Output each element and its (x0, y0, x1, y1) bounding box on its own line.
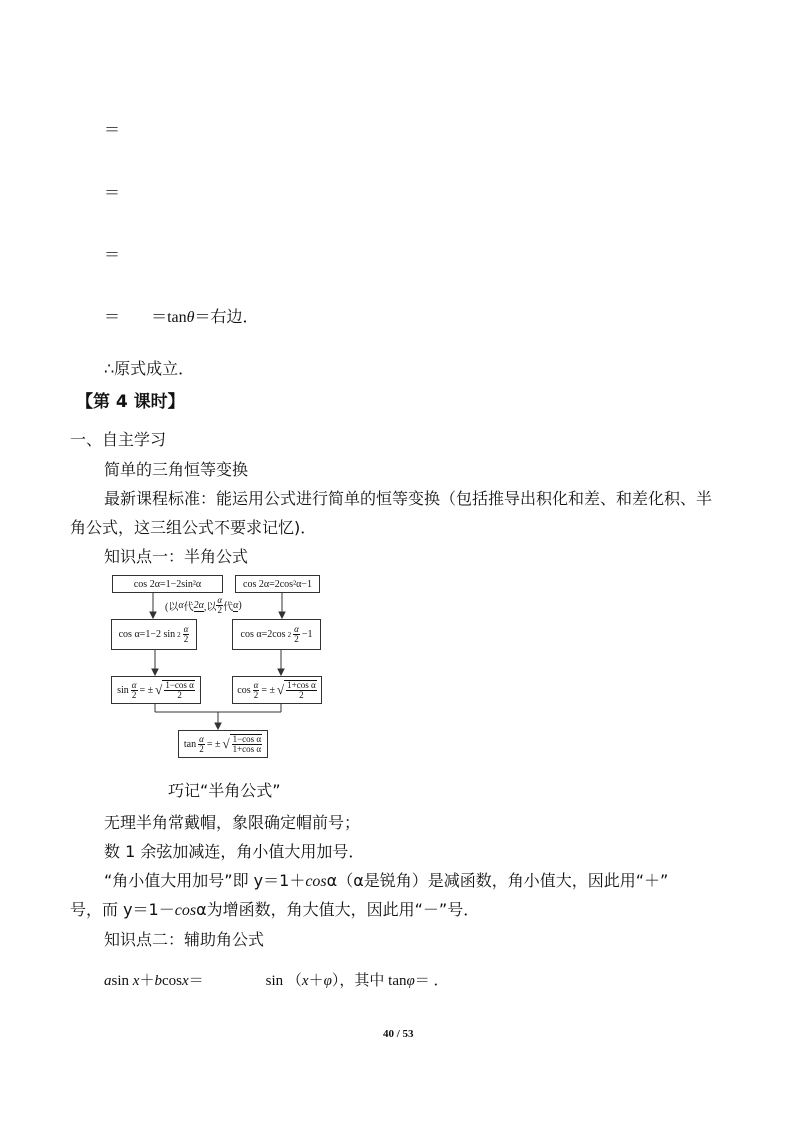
formula-text: = ± (139, 684, 154, 696)
substitution-note (165, 596, 242, 615)
frac-den: 1+cos α (232, 744, 262, 754)
half-alpha-fraction (183, 625, 190, 644)
section-heading: 一、自主学习 (70, 430, 167, 449)
plus-sign: ＋ (139, 973, 155, 989)
formula-text: = ± (206, 738, 221, 750)
auxiliary-angle-formula (104, 969, 449, 990)
coef-a: a (104, 973, 112, 989)
mnemonic-line-2: 数 1 余弦加减连，角小值大用加号． (104, 842, 365, 861)
conclusion: ∴原式成立． (104, 359, 195, 378)
equals-sign: ＝ (104, 307, 121, 326)
right-side-text: ＝右边． (194, 307, 259, 326)
var-x: x (181, 973, 189, 989)
note-alpha: α (233, 599, 239, 611)
lesson-heading: 【第 4 课时】 (76, 392, 185, 412)
topic-title: 简单的三角恒等变换 (104, 460, 249, 479)
formula-text: = ± (261, 684, 276, 696)
frac-num: α (294, 624, 299, 634)
explain-text: 号，而 y＝1－ (70, 900, 175, 919)
phi-symbol: φ (323, 973, 332, 989)
radicand (284, 680, 317, 700)
plus-sign: ＋ (308, 973, 324, 989)
square-root: √ $\frac{\text{1−cos α}}{\text{1+cos α}}$ (222, 734, 262, 754)
radicand (162, 680, 195, 700)
formula-text: cos (237, 684, 251, 696)
cos-text: cos (161, 973, 182, 989)
square-root: √ $\frac{\text{1−cos α}}{2}$ (155, 680, 194, 700)
note-text: 代 (183, 602, 194, 613)
explain-text: “角小值大用加号”即 y＝1＋ (104, 871, 306, 890)
frac-num: α (131, 679, 137, 690)
formula-box-cos-a-cos-half (232, 619, 321, 650)
formula-text: cos 2α=1−2sin²α (133, 578, 202, 590)
note-text: (以 (165, 602, 179, 613)
formula-text: sin (117, 684, 129, 696)
frac-num: α (183, 624, 189, 634)
superscript: 2 (287, 630, 292, 639)
frac-den: 2 (199, 743, 204, 754)
knowledge-point-2: 知识点二：辅助角公式 (104, 930, 265, 949)
explain-line-1 (104, 868, 668, 891)
note-text: ,以 (203, 602, 217, 613)
sin-text: sin （ (265, 973, 302, 989)
note-fraction (216, 596, 223, 615)
formula-box-cos2a-sin (112, 575, 223, 593)
frac-den: 2 (217, 605, 222, 615)
formula-text: tan (183, 738, 197, 750)
equals-sign: ＝ (188, 973, 204, 989)
half-alpha-fraction (253, 681, 260, 700)
equals-sign: ＝ (104, 120, 121, 139)
note-text: ) (238, 600, 242, 611)
knowledge-point-1: 知识点一：半角公式 (104, 547, 249, 566)
note-2a: 2α (193, 599, 204, 611)
tan-text: ＝tan (151, 309, 187, 326)
frac-num: α (199, 733, 204, 744)
standard-line-1: 最新课程标准：能运用公式进行简单的恒等变换（包括推导出积化和差、和差化积、半 (104, 489, 713, 508)
cos-text: cos (305, 873, 327, 890)
frac-num: 1−cos α (232, 734, 262, 744)
half-alpha-fraction (198, 735, 205, 754)
formula-box-cos-a-sin-half (111, 619, 197, 650)
note-text: 代 (223, 602, 234, 613)
frac-den: 2 (177, 690, 182, 700)
var-x: x (301, 973, 309, 989)
frac-den: 2 (131, 689, 137, 700)
page-number: 40 / 53 (383, 1028, 414, 1040)
frac-num: α (253, 679, 259, 690)
formula-text: cos 2α=2cos²α−1 (243, 578, 312, 590)
mnemonic-line-1: 无理半角常戴帽，象限确定帽前号； (104, 813, 361, 832)
where-tan-text: ），其中 tan (331, 973, 407, 989)
formula-text: cos α=1−2 sin (118, 629, 176, 640)
formula-text: cos α=2cos (240, 629, 286, 640)
formula-box-cos-half (232, 676, 322, 704)
formula-box-tan-half (178, 730, 268, 758)
var-x: x (132, 973, 140, 989)
explain-text: α为增函数，角大值大，因此用“－”号． (196, 900, 480, 919)
square-root: √ $\frac{\text{1+cos α}}{2}$ (277, 680, 316, 700)
radicand (230, 734, 263, 754)
equals-tail: ＝ ． (414, 973, 449, 989)
half-alpha-fraction (293, 625, 300, 644)
frac-num: 1−cos α (165, 680, 194, 690)
note-alpha: α (178, 600, 184, 611)
frac-num: α (217, 595, 223, 605)
cos-text: cos (174, 902, 197, 919)
formula-text: −1 (301, 629, 313, 640)
mnemonic-title: 巧记“半角公式” (168, 781, 281, 800)
standard-line-2: 角公式，这三组公式不要求记忆)． (70, 518, 317, 537)
coef-b: b (154, 973, 162, 989)
frac-den: 2 (299, 690, 304, 700)
formula-box-cos2a-cos (235, 575, 320, 593)
equals-sign: ＝ (104, 183, 121, 202)
frac-den: 2 (294, 634, 299, 644)
explain-line-2 (70, 897, 479, 920)
superscript: 2 (177, 630, 181, 639)
frac-den: 2 (253, 689, 259, 700)
formula-box-sin-half (111, 676, 201, 704)
half-alpha-fraction (131, 681, 138, 700)
equals-sign: ＝ (104, 245, 121, 264)
sin-text: sin (111, 973, 133, 989)
phi-symbol: φ (406, 973, 415, 989)
frac-num: 1+cos α (287, 680, 316, 690)
explain-text: α（α是锐角）是减函数，角小值大，因此用“＋” (326, 871, 669, 890)
frac-den: 2 (183, 634, 189, 644)
theta-symbol: θ (186, 309, 195, 326)
